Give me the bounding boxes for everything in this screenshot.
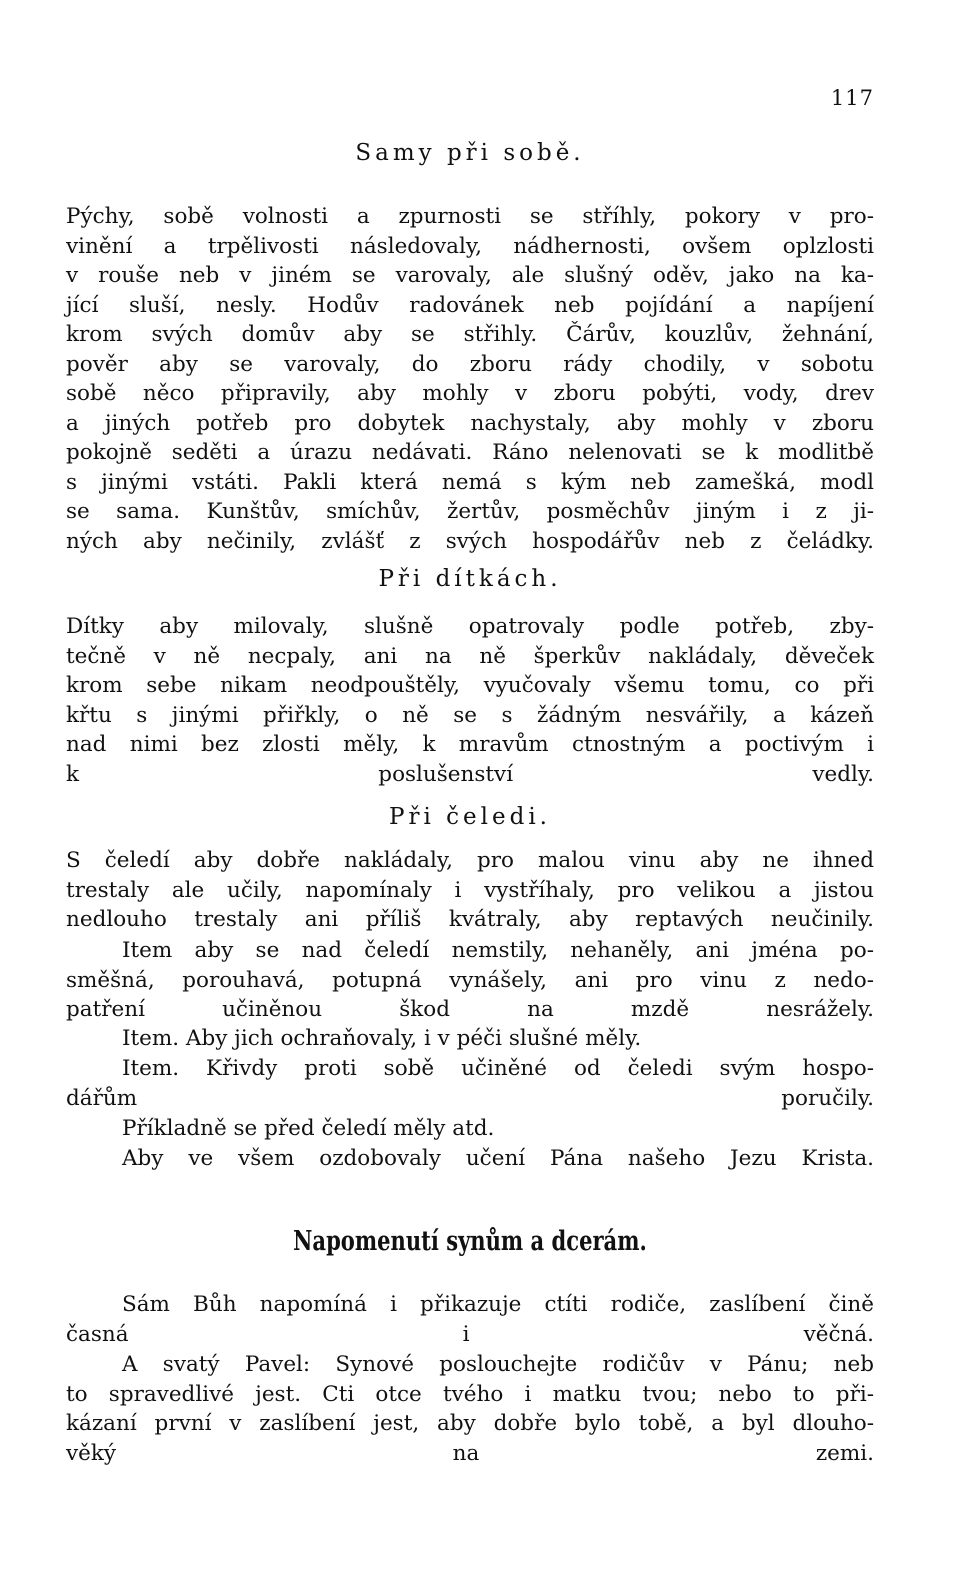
text-line: pověr aby se varovaly, do zboru rády chodily, v sobotu — [66, 351, 874, 377]
text-line: Aby ve všem ozdobovaly učení Pána našeho Jezu Krista. — [122, 1146, 874, 1171]
text-line: křtu s jinými přiřkly, o ně se s žádným nesvářily, a kázeň — [66, 702, 874, 728]
text-line: patření učiněnou škod na mzdě nesrážely. — [66, 997, 874, 1022]
text-line: sobě něco připravily, aby mohly v zboru pobýti, vody, drev — [66, 381, 874, 406]
text-line: to spravedlivé jest. Cti otce tvého i matku tvou; nebo to při- — [66, 1381, 874, 1407]
section-heading-pri-celedi: Při čeledi. — [389, 804, 551, 830]
section3-paragraph-4 — [66, 1054, 874, 1113]
text-line: ných aby nečinily, zvlášť z svých hospodářův neb z čeládky. — [66, 528, 874, 554]
section3-paragraph-6 — [66, 1144, 874, 1174]
text-line: krom svých domův aby se střihly. Čárův, kouzlův, žehnání, — [66, 322, 874, 347]
text-line: s jinými vstáti. Pakli která nemá s kým neb zamešká, modl — [66, 469, 874, 495]
text-line: tečně v ně necpaly, ani na ně šperkův nakládaly, děveček — [66, 643, 874, 669]
text-line: Sám Bůh napomíná i přikazuje ctíti rodiče, zaslíbení čině — [122, 1292, 874, 1317]
text-line: Příkladně se před čeledí měly atd. — [122, 1116, 495, 1141]
text-line: A svatý Pavel: Synové poslouchejte rodičův v Pánu; neb — [122, 1352, 874, 1377]
section-title-napomenuti: Napomenutí synům a dcerám. — [293, 1226, 647, 1257]
text-line: nad nimi bez zlosti měly, k mravům ctnostným a poctivým i — [66, 732, 874, 757]
section4-paragraph-2 — [66, 1350, 874, 1468]
text-line: Item. Aby jich ochraňovaly, i v péči slušné měly. — [122, 1026, 642, 1051]
section3-paragraph-2 — [66, 936, 874, 1025]
text-line: nedlouho trestaly ani příliš kvátraly, aby reptavých neučinily. — [66, 907, 874, 932]
text-line: a jiných potřeb pro dobytek nachystaly, aby mohly v zboru — [66, 410, 874, 436]
text-line: trestaly ale učily, napomínaly i vystříhaly, pro velikou a jistou — [66, 877, 874, 903]
page-number: 117 — [830, 86, 874, 110]
text-line: Dítky aby milovaly, slušně opatrovaly podle potřeb, zby- — [66, 614, 874, 639]
section3-paragraph-5 — [66, 1114, 874, 1144]
text-line: krom sebe nikam neodpouštěly, vyučovaly všemu tomu, co při — [66, 673, 874, 698]
text-line: Pýchy, sobě volnosti a zpurnosti se stříhly, pokory v pro- — [66, 204, 874, 229]
section-heading-samy-pri-sobe: Samy při sobě. — [355, 140, 585, 166]
text-line: k poslušenství vedly. — [66, 761, 874, 787]
text-line: S čeledí aby dobře nakládaly, pro malou vinu aby ne ihned — [66, 848, 874, 873]
text-line: pokojně seděti a úrazu nedávati. Ráno nelenovati se k modlitbě — [66, 440, 874, 465]
text-line: věký na zemi. — [66, 1440, 874, 1466]
text-line: Item aby se nad čeledí nemstily, nehaněly, ani jména po- — [122, 938, 874, 963]
text-line: Item. Křivdy proti sobě učiněné od čeledi svým hospo- — [122, 1056, 874, 1081]
section3-paragraph-3 — [66, 1024, 874, 1054]
text-line: kázaní první v zaslíbení jest, aby dobře bylo tobě, a byl dlouho- — [66, 1411, 874, 1436]
text-line: časná i věčná. — [66, 1321, 874, 1347]
text-line: vinění a trpělivosti následovaly, nádhernosti, ovšem oplzlosti — [66, 233, 874, 259]
section4-paragraph-1 — [66, 1290, 874, 1349]
section2-paragraph — [66, 612, 874, 789]
section1-paragraph — [66, 202, 874, 556]
text-line: dářům poručily. — [66, 1085, 874, 1111]
text-line: směšná, porouhavá, potupná vynášely, ani pro vinu z nedo- — [66, 967, 874, 993]
section3-paragraph-1 — [66, 846, 874, 935]
text-line: se sama. Kunštův, smíchův, žertův, posměchův jiným i z ji- — [66, 499, 874, 524]
text-line: v rouše neb v jiném se varovaly, ale slušný oděv, jako na ka- — [66, 263, 874, 288]
section-heading-pri-ditkach: Při dítkách. — [378, 566, 562, 592]
text-line: jící sluší, nesly. Hodův radovánek neb pojídání a napíjení — [66, 292, 874, 318]
